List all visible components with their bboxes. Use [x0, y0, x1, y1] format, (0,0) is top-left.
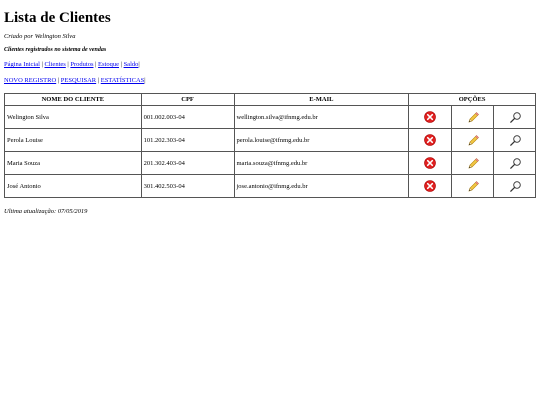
header-cpf: CPF: [141, 94, 234, 106]
cell-view: [494, 152, 536, 175]
cell-cpf: 301.402.503-04: [141, 175, 234, 198]
new-record-link[interactable]: NOVO REGISTRO: [4, 77, 57, 84]
cell-email: jose.antonio@ifnmg.edu.br: [234, 175, 409, 198]
delete-icon[interactable]: [424, 111, 436, 123]
cell-cpf: 101.202.303-04: [141, 129, 234, 152]
magnifier-icon[interactable]: [509, 157, 521, 169]
cell-email: maria.souza@ifnmg.edu.br: [234, 152, 409, 175]
header-email: E-MAIL: [234, 94, 409, 106]
delete-icon[interactable]: [424, 157, 436, 169]
cell-delete: [409, 129, 452, 152]
cell-delete: [409, 106, 452, 129]
header-options: OPÇÕES: [409, 94, 536, 106]
table-row: [5, 175, 536, 198]
cell-email: wellington.silva@ifnmg.edu.br: [234, 106, 409, 129]
nav-link-clientes[interactable]: Clientes: [44, 61, 66, 68]
cell-delete: [409, 152, 452, 175]
magnifier-icon[interactable]: [509, 180, 521, 192]
page-subtitle: Clientes registrados no sistema de vendas: [4, 47, 107, 53]
cell-delete: [409, 175, 452, 198]
cell-view: [494, 175, 536, 198]
delete-icon[interactable]: [424, 180, 436, 192]
delete-icon[interactable]: [424, 134, 436, 146]
cell-edit: [452, 152, 494, 175]
nav-link-estoque[interactable]: Estoque: [98, 61, 119, 68]
cell-cpf: 201.302.403-04: [141, 152, 234, 175]
pencil-icon[interactable]: [467, 180, 479, 192]
main-nav: Página Inicial | Clientes | Produtos | Estoque | Saldo|: [4, 61, 140, 68]
statistics-link[interactable]: ESTATÍSTICAS: [100, 77, 145, 84]
cell-cpf: 001.002.003-04: [141, 106, 234, 129]
pencil-icon[interactable]: [467, 111, 479, 123]
clients-table: [4, 93, 536, 198]
pencil-icon[interactable]: [467, 157, 479, 169]
cell-edit: [452, 106, 494, 129]
page-title: Lista de Clientes: [4, 10, 111, 26]
magnifier-icon[interactable]: [509, 111, 521, 123]
cell-email: perola.louise@ifnmg.edu.br: [234, 129, 409, 152]
table-row: [5, 152, 536, 175]
cell-name: Welington Silva: [5, 106, 142, 129]
table-row: [5, 106, 536, 129]
magnifier-icon[interactable]: [509, 134, 521, 146]
cell-edit: [452, 129, 494, 152]
table-header-row: [5, 94, 536, 106]
cell-name: Maria Souza: [5, 152, 142, 175]
author-line: Criado por Welington Silva: [4, 33, 76, 40]
last-updated: Ultima atualização: 07/05/2019: [4, 208, 88, 215]
nav-link-home[interactable]: Página Inicial: [4, 61, 40, 68]
cell-name: José Antonio: [5, 175, 142, 198]
nav-link-produtos[interactable]: Produtos: [70, 61, 94, 68]
cell-edit: [452, 175, 494, 198]
cell-view: [494, 106, 536, 129]
cell-view: [494, 129, 536, 152]
header-name: NOME DO CLIENTE: [5, 94, 142, 106]
table-row: [5, 129, 536, 152]
pencil-icon[interactable]: [467, 134, 479, 146]
action-nav: NOVO REGISTRO | PESQUISAR | ESTATÍSTICAS|: [4, 77, 146, 84]
nav-link-saldo[interactable]: Saldo: [123, 61, 139, 68]
cell-name: Perola Louise: [5, 129, 142, 152]
search-link[interactable]: PESQUISAR: [60, 77, 97, 84]
